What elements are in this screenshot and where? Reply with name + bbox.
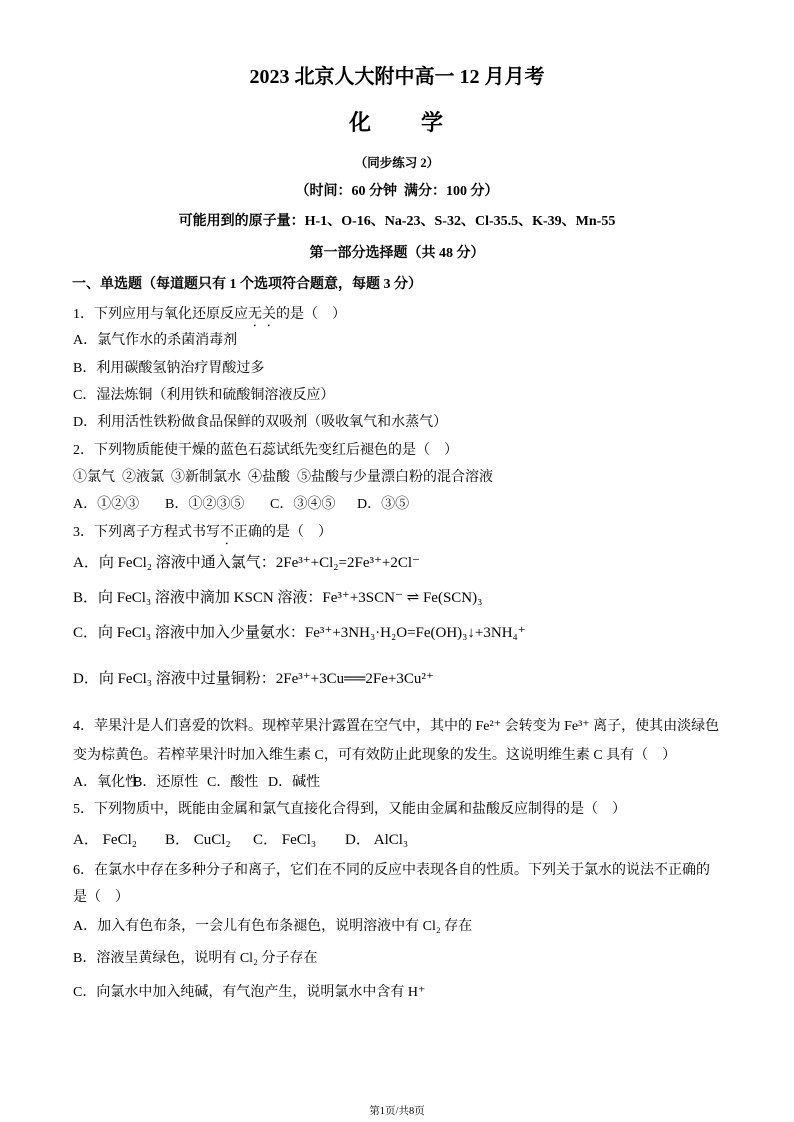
question-3-stem-end: 正确的是（ ） [234,525,332,540]
question-1-option-b: B．利用碳酸氢钠治疗胃酸过多 [73,361,265,376]
question-2-option-c: C．③④⑤ [270,497,336,512]
question-6-stem-line-2: 是（ ） [73,890,129,905]
question-5-option-c: C． FeCl₃ [253,832,317,848]
exam-title: 2023 北京人大附中高一 12 月月考 [249,66,545,88]
question-3-option-d: D．向 FeCl₃ 溶液中过量铜粉：2Fe³⁺+3Cu══2Fe+3Cu²⁺ [73,671,434,687]
question-4-option-b: B．还原性 [133,775,199,790]
section-heading: 一、单选题（每道题只有 1 个选项符合题意，每题 3 分） [72,277,422,292]
question-4-option-a: A．氧化性 [73,775,140,790]
question-1-stem-end: 的是（ ） [276,307,346,322]
question-1-stem-text: 1．下列应用与氧化还原反应 [73,307,248,322]
question-1-option-d: D．利用活性铁粉做食品保鲜的双吸剂（吸收氧气和水蒸气） [73,415,448,430]
subject-title: 化 学 [348,110,445,135]
page-number: 第1页/共8页 [369,1106,425,1117]
question-5-option-b: B． CuCl₂ [165,832,231,848]
question-1-stem [73,305,346,330]
question-4-stem-line-2: 变为棕黄色。若榨苹果汁时加入维生素 C，可有效防止此现象的发生。这说明维生素 C 具有（ ） [73,748,677,763]
question-1-emphasis: 无关 [248,307,276,322]
question-5-option-d: D． AlCl₃ [345,832,409,848]
question-1-option-c: C．湿法炼铜（利用铁和硫酸铜溶液反应） [73,388,335,403]
question-6-option-c: C．向氯水中加入纯碱，有气泡产生，说明氯水中含有 H⁺ [73,985,426,1000]
question-3-stem [73,523,332,548]
question-2-option-d: D．③⑤ [357,497,410,512]
question-2-option-a: A．①②③ [73,497,140,512]
question-3-option-a: A．向 FeCl₂ 溶液中通入氯气：2Fe³⁺+Cl₂=2Fe³⁺+2Cl⁻ [73,555,420,571]
question-1-option-a: A．氯气作水的杀菌消毒剂 [73,333,238,348]
part-heading: 第一部分选择题（共 48 分） [309,246,485,261]
question-2-stem: 2．下列物质能使干燥的蓝色石蕊试纸先变红后褪色的是（ ） [73,443,458,458]
exam-subtitle: （同步练习 2） [354,156,440,170]
question-3-stem-text: 3．下列离子方程式书写 [73,525,220,540]
question-4-option-d: D．碱性 [268,775,321,790]
question-3-emphasis: 不 [220,525,234,540]
atomic-masses: 可能用到的原子量：H-1、O-16、Na-23、S-32、Cl-35.5、K-39、Mn-55 [178,214,616,229]
question-3-option-c: C．向 FeCl₃ 溶液中加入少量氨水：Fe³⁺+3NH₃·H₂O=Fe(OH)₃↓+3NH₄⁺ [73,625,526,641]
question-2-items: ①氯气 ②液氯 ③新制氯水 ④盐酸 ⑤盐酸与少量漂白粉的混合溶液 [73,470,493,485]
question-5-stem: 5．下列物质中，既能由金属和氯气直接化合得到，又能由金属和盐酸反应制得的是（ ） [73,802,626,817]
question-6-option-b: B．溶液呈黄绿色，说明有 Cl₂ 分子存在 [73,951,318,966]
question-6-stem-line-1: 6．在氯水中存在多种分子和离子，它们在不同的反应中表现各自的性质。下列关于氯水的说法不正确的 [73,863,710,878]
question-4-stem-line-1: 4．苹果汁是人们喜爱的饮料。现榨苹果汁露置在空气中，其中的 Fe²⁺ 会转变为 Fe³⁺ 离子，使其由淡绿色 [73,719,720,734]
question-5-option-a: A． FeCl₂ [73,832,137,848]
question-3-option-b: B．向 FeCl₃ 溶液中滴加 KSCN 溶液：Fe³⁺+3SCN⁻ ⇌ Fe(SCN)₃ [73,590,483,606]
question-6-option-a: A．加入有色布条，一会儿有色布条褪色，说明溶液中有 Cl₂ 存在 [73,919,473,934]
question-2-option-b: B．①②③⑤ [165,497,245,512]
exam-info: （时间：60 分钟 满分：100 分） [295,184,499,199]
question-4-option-c: C．酸性 [207,775,259,790]
